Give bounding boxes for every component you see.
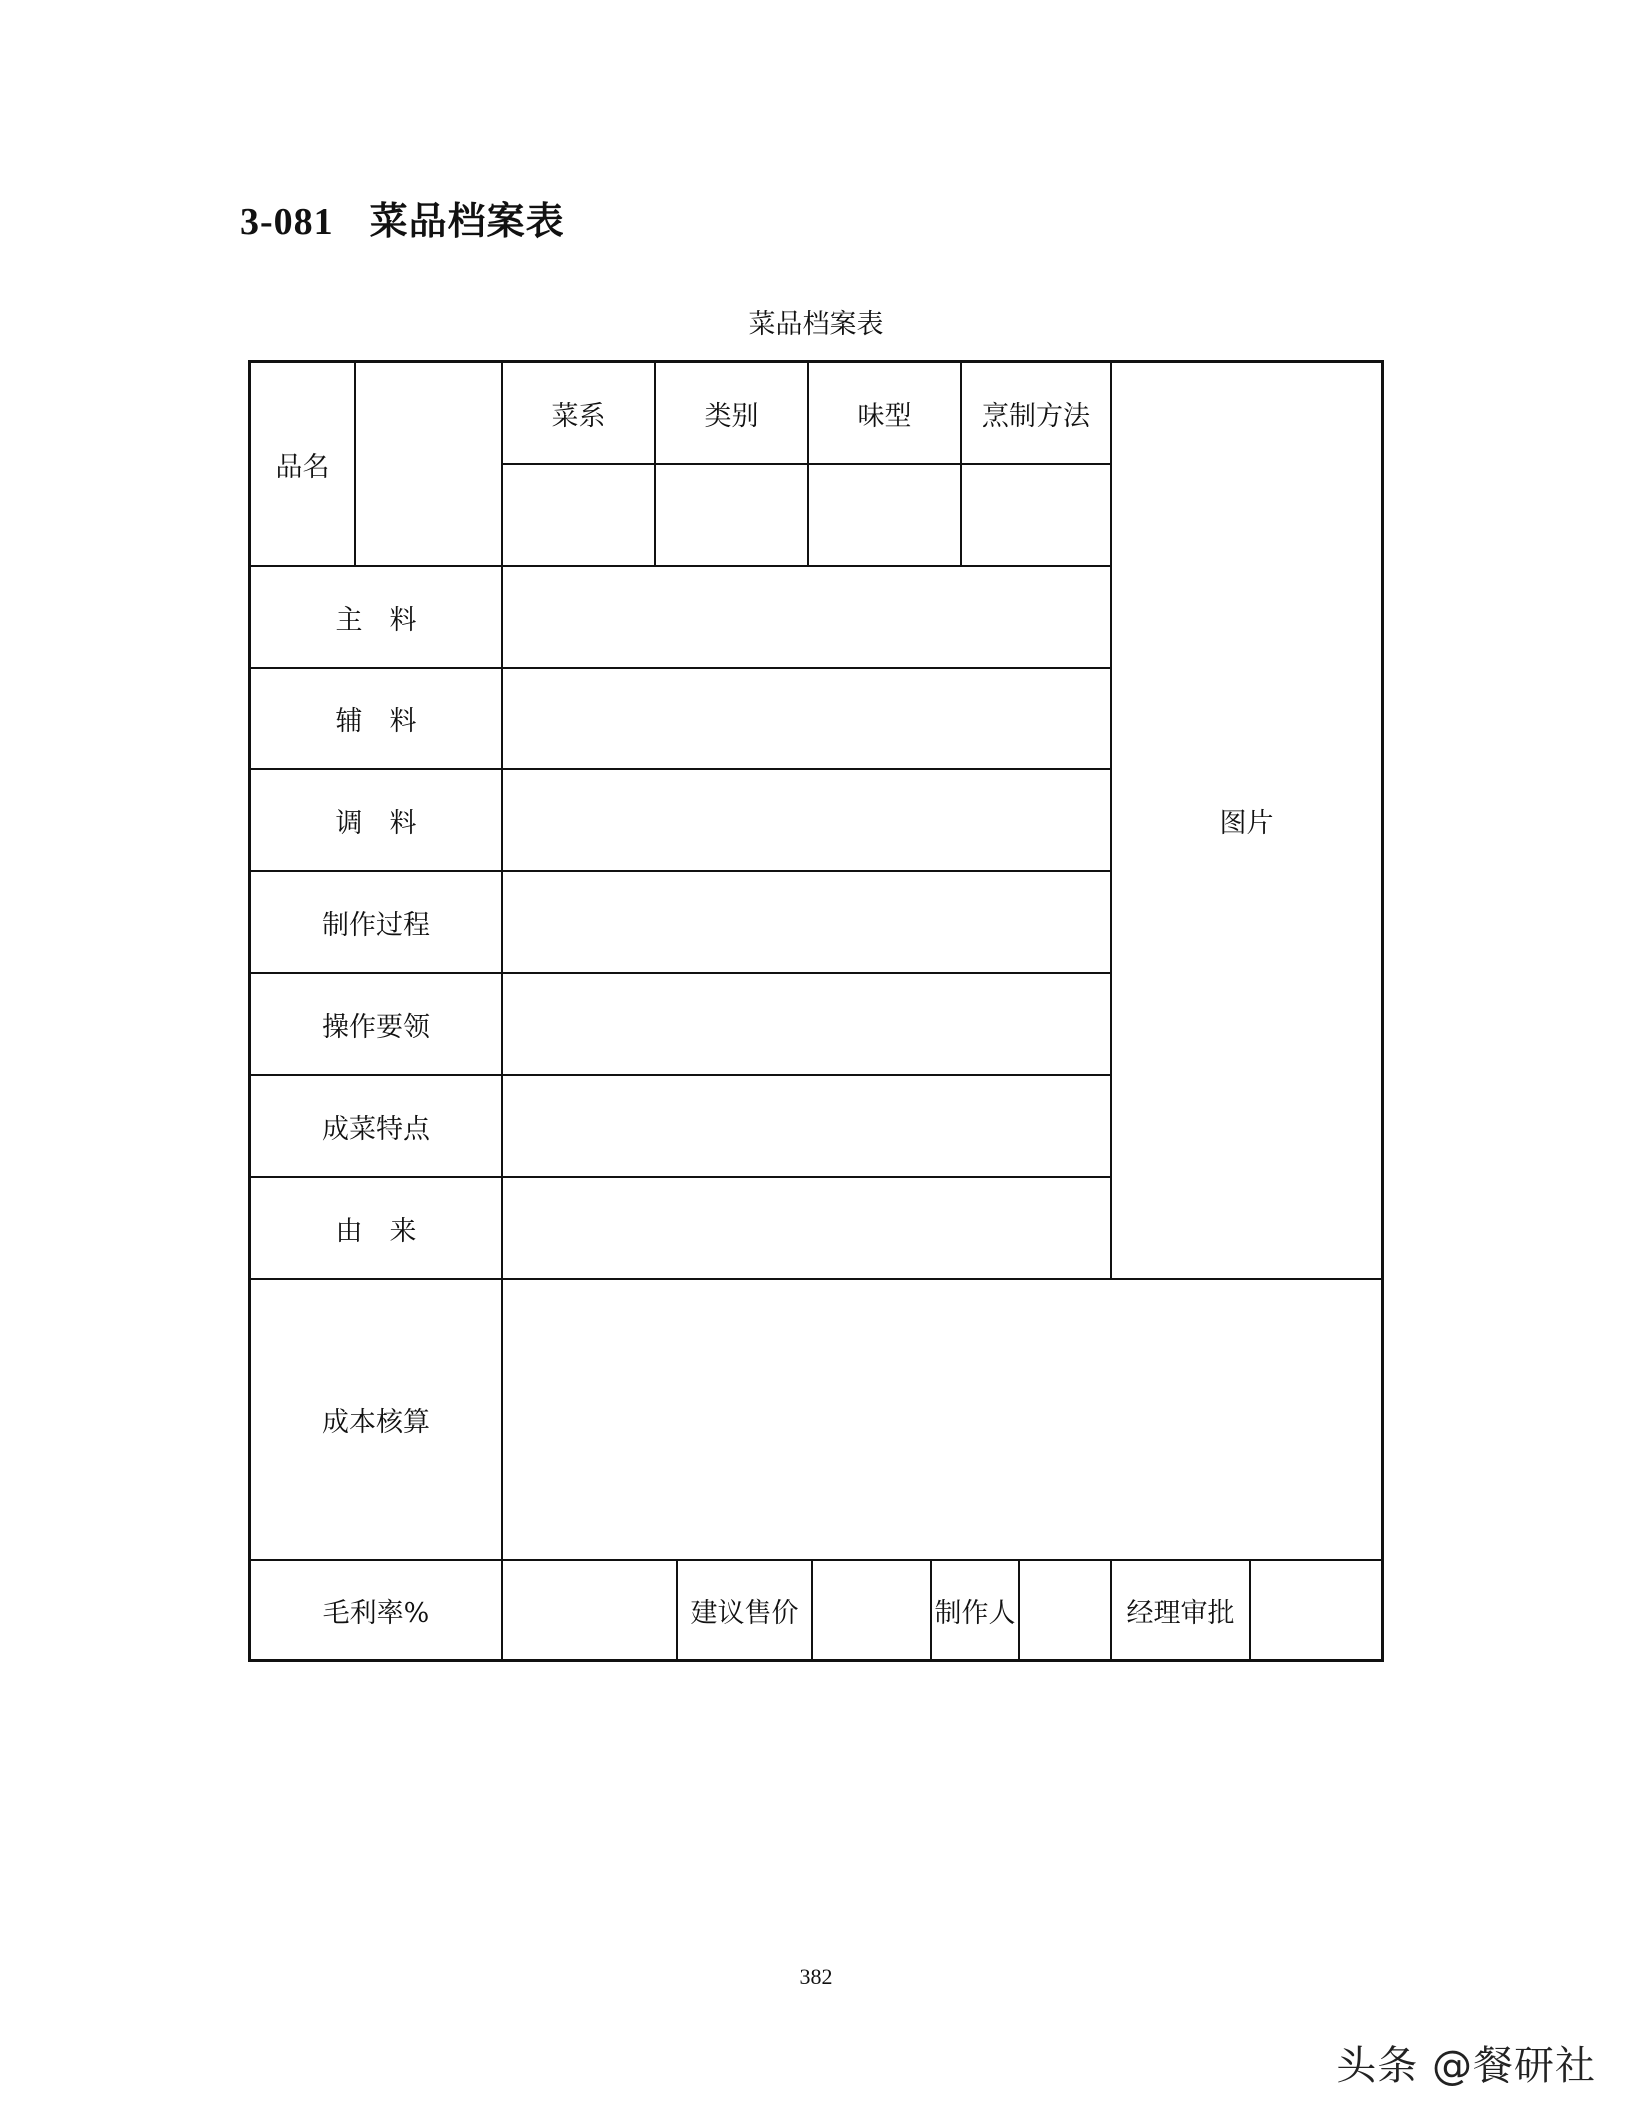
header-flavor: 味型 — [857, 400, 912, 432]
label-process: 制作过程 — [322, 909, 430, 941]
label-suggested-price: 建议售价 — [690, 1597, 799, 1629]
header-cooking-method: 烹制方法 — [982, 400, 1090, 432]
section-number: 3-081 — [240, 201, 334, 243]
input-cuisine[interactable] — [503, 465, 654, 565]
page-number: 382 — [799, 1964, 833, 1989]
input-dish-features[interactable] — [503, 1076, 1110, 1176]
dish-record-form — [248, 360, 1384, 1662]
input-origin[interactable] — [503, 1178, 1110, 1278]
label-main-ingredient: 主 料 — [335, 604, 417, 636]
section-title: 菜品档案表 — [369, 198, 565, 243]
photo-area[interactable]: 图片 — [1219, 808, 1274, 839]
input-cooking-method[interactable] — [962, 465, 1110, 565]
input-main-ingredient[interactable] — [503, 567, 1110, 667]
label-dish-features: 成菜特点 — [322, 1113, 430, 1145]
watermark: 头条 @餐研社 — [1336, 2043, 1596, 2089]
label-origin: 由 来 — [335, 1215, 417, 1247]
input-auxiliary-ingredient[interactable] — [503, 669, 1110, 768]
label-name: 品名 — [275, 451, 330, 483]
input-manager-approval[interactable] — [1251, 1561, 1381, 1659]
section-heading — [240, 190, 565, 245]
input-category[interactable] — [656, 465, 807, 565]
label-cost-accounting: 成本核算 — [322, 1407, 430, 1438]
input-key-points[interactable] — [503, 974, 1110, 1074]
input-maker[interactable] — [1020, 1561, 1110, 1659]
label-auxiliary-ingredient: 辅 料 — [335, 706, 417, 737]
input-suggested-price[interactable] — [813, 1561, 930, 1659]
header-cuisine: 菜系 — [551, 400, 606, 432]
input-seasoning[interactable] — [503, 770, 1110, 870]
input-flavor[interactable] — [809, 465, 960, 565]
label-maker: 制作人 — [934, 1597, 1016, 1629]
input-name[interactable] — [356, 363, 501, 565]
table-caption: 菜品档案表 — [748, 309, 884, 340]
input-process[interactable] — [503, 872, 1110, 972]
header-category: 类别 — [704, 400, 759, 432]
label-key-points: 操作要领 — [322, 1011, 430, 1043]
input-cost-accounting[interactable] — [503, 1280, 1381, 1559]
label-seasoning: 调 料 — [335, 807, 417, 839]
input-gross-margin[interactable] — [503, 1561, 676, 1659]
label-manager-approval: 经理审批 — [1126, 1597, 1235, 1629]
label-gross-margin: 毛利率% — [322, 1597, 430, 1629]
